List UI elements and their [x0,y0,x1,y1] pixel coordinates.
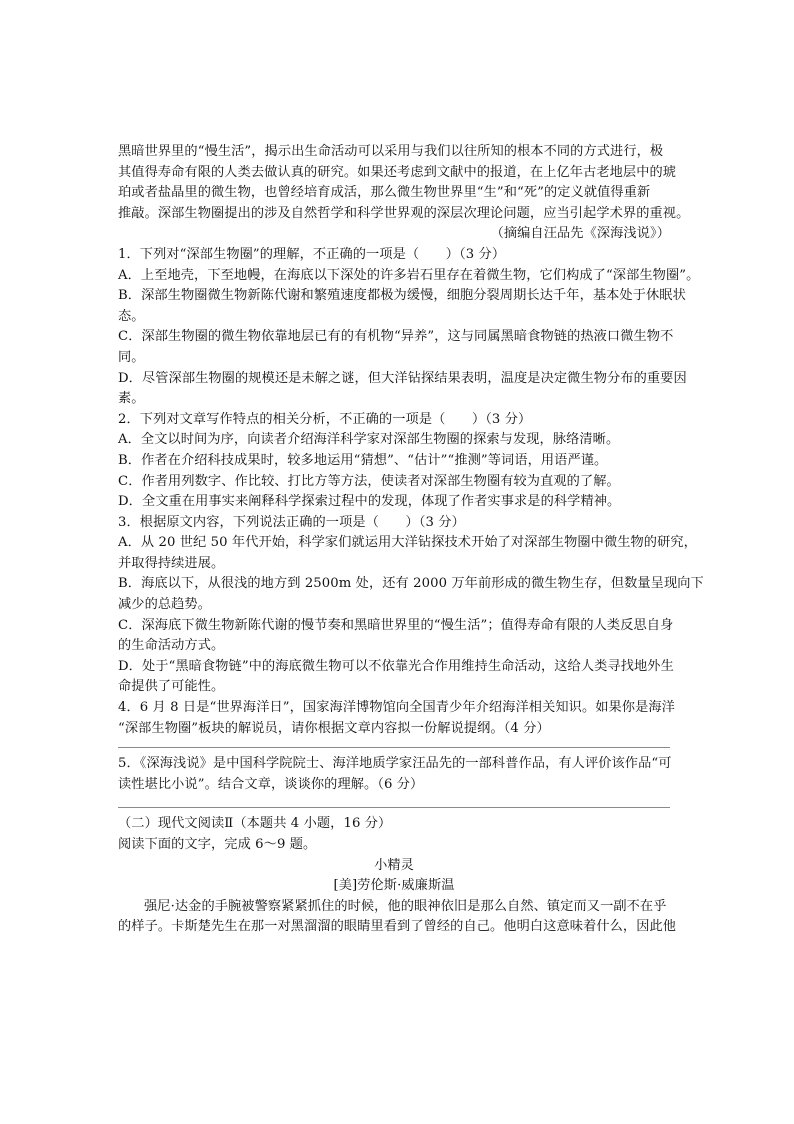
question-line: 读性堪比小说”。结合文章，谈谈你的理解。（6 分） [118,776,424,792]
option-line: A．从 20 世纪 50 年代开始，科学家们就运用大洋钻探技术开始了对深部生物圈中微生物的研究， [118,535,697,551]
option-line: 命提供了可能性。 [118,679,225,695]
question-1 [118,245,700,410]
section-instruction: 阅读下面的文字，完成 6～9 题。 [118,837,317,852]
passage-line: 黑暗世界里的“慢生活”，揭示出生命活动可以采用与我们以往所知的根本不同的方式进行，极 [118,144,664,159]
question-3 [118,513,704,698]
passage-tail [118,142,690,224]
question-5 [118,754,670,795]
source-note: （摘编自汪品先《深海浅说》） [490,226,670,242]
option-line: A．全文以时间为序，向读者介绍海洋科学家对深部生物圈的探索与发现，脉络清晰。 [118,432,620,448]
section-2 [118,814,677,938]
passage-line: 珀或者盐晶里的微生物，也曾经培育成活，那么微生物世界里“生”和“死”的定义就值得重新 [118,185,651,201]
answer-line[interactable] [118,747,670,748]
exam-page [118,142,704,938]
story-author: [美]劳伦斯·威廉斯温 [333,878,455,894]
option-line: 同。 [118,349,145,365]
story-title: 小精灵 [374,857,414,873]
question-stem: 1．下列对“深部生物圈”的理解，不正确的一项是（ ）（3 分） [118,246,506,262]
question-2 [118,410,670,513]
option-line: C．深部生物圈的微生物依靠地层已有的有机物“异养”，这与同属黑暗食物链的热液口微生物不 [118,329,674,345]
section-heading: （二）现代文阅读Ⅱ（本题共 4 小题，16 分） [118,816,392,832]
option-line: D．尽管深部生物圈的规模还是未解之谜，但大洋钻探结果表明，温度是决定微生物分布的重要因 [118,370,687,386]
question-4 [118,698,675,739]
option-line: 减少的总趋势。 [118,597,212,613]
option-line: 的生命活动方式。 [118,638,225,654]
question-line: “深部生物圈”板块的解说员，请你根据文章内容拟一份解说提纲。（4 分） [118,720,550,736]
option-line: D．处于“黑暗食物链”中的海底微生物可以不依靠光合作用维持生命活动，这给人类寻找地外生 [118,658,674,674]
question-stem: 3．根据原文内容，下列说法正确的一项是（ ）（3 分） [118,514,465,530]
option-line: 态。 [118,308,145,324]
question-stem: 2．下列对文章写作特点的相关分析，不正确的一项是（ ）（3 分） [118,411,532,427]
question-line: 5．《深海浅说》是中国科学院院士、海洋地质学家汪品先的一部科普作品，有人评价该作品“可 [118,756,672,772]
option-line: C．深海底下微生物新陈代谢的慢节奏和黑暗世界里的“慢生活”；值得寿命有限的人类反思自身 [118,617,674,633]
option-line: A．上至地壳，下至地幔，在海底以下深处的许多岩石里存在着微生物，它们构成了“深部生物圈”。 [118,267,700,283]
answer-line[interactable] [118,807,670,808]
option-line: C．作者用列数字、作比较、打比方等方法，使读者对深部生物圈有较为直观的了解。 [118,473,620,489]
story-paragraph-line: 的样子。卡斯楚先生在那一对黑溜溜的眼睛里看到了曾经的自己。他明白这意味着什么，因此他 [118,919,677,935]
option-line: D．全文重在用事实来阐释科学探索过程中的发现，体现了作者实事求是的科学精神。 [118,494,621,510]
option-line: 并取得持续进展。 [118,555,225,571]
option-line: B．深部生物圈微生物新陈代谢和繁殖速度都极为缓慢，细胞分裂周期长达千年，基本处于休眠状 [118,288,686,304]
option-line: B．海底以下，从很浅的地方到 2500m 处，还有 2000 万年前形成的微生物生存，但数量呈现向下 [118,576,704,592]
passage-line: 推敲。深部生物圈提出的涉及自然哲学和科学世界观的深层次理论问题，应当引起学术界的重视。 [118,205,690,221]
question-line: 4．6 月 8 日是“世界海洋日”，国家海洋博物馆向全国青少年介绍海洋相关知识。如果你是海洋 [118,700,675,716]
option-line: 素。 [118,391,145,407]
passage-line: 其值得寿命有限的人类去做认真的研究。如果还考虑到文献中的报道，在上亿年古老地层中的琥 [118,164,677,180]
option-line: B．作者在介绍科技成果时，较多地运用“猜想”、“估计”“推测”等词语，用语严谨。 [118,452,608,468]
story-paragraph-line: 强尼·达金的手腕被警察紧紧抓住的时候，他的眼神依旧是那么自然、镇定而又一副不在乎 [144,898,667,914]
